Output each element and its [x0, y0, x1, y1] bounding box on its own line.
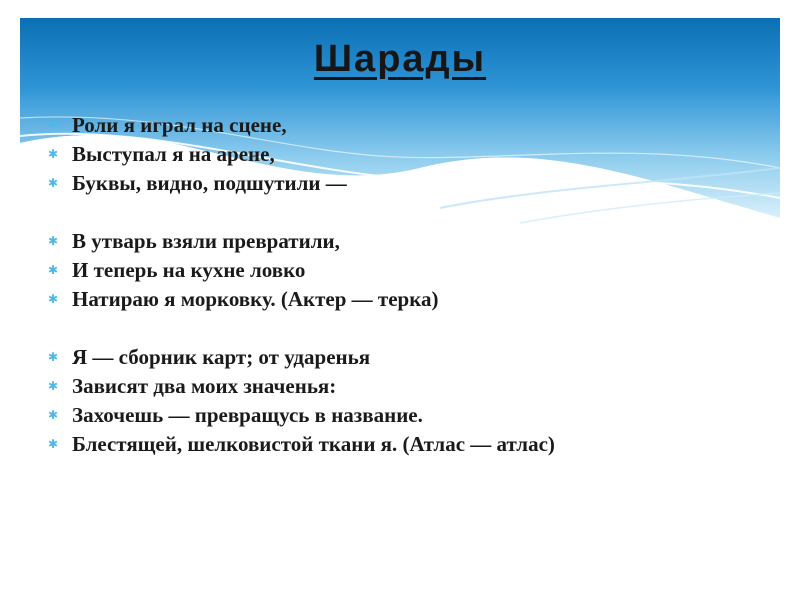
- bullet-line-text: Выступал я на арене,: [72, 142, 275, 166]
- diamond-bullet-icon: ✱: [48, 234, 59, 248]
- bullet-line-text: Я — сборник карт; от ударенья: [72, 345, 371, 369]
- bullet-line-text: В утварь взяли превратили,: [72, 229, 340, 253]
- diamond-bullet-icon: ✱: [48, 263, 59, 277]
- stanza-gap: [46, 314, 766, 343]
- bullet-line: [46, 372, 766, 401]
- bullet-line: [46, 256, 766, 285]
- bullet-line-text: Зависят два моих значенья:: [72, 374, 337, 398]
- bullet-line-text: Роли я играл на сцене,: [72, 113, 287, 137]
- bullet-line: [46, 169, 766, 198]
- diamond-bullet-icon: ✱: [48, 408, 59, 422]
- diamond-bullet-icon: ✱: [48, 147, 59, 161]
- bullet-line: [46, 111, 766, 140]
- bullet-line: [46, 285, 766, 314]
- bullet-line-text: Натираю я морковку. (Актер — терка): [72, 287, 439, 311]
- bullet-line: [46, 140, 766, 169]
- diamond-bullet-icon: ✱: [48, 350, 59, 364]
- diamond-bullet-icon: ✱: [48, 118, 59, 132]
- diamond-bullet-icon: ✱: [48, 437, 59, 451]
- bullet-line: [46, 227, 766, 256]
- diamond-bullet-icon: ✱: [48, 176, 59, 190]
- slide-title: Шарады: [313, 38, 487, 80]
- bullet-line: [46, 401, 766, 430]
- bullet-list: [46, 111, 766, 459]
- bullet-line-text: И теперь на кухне ловко: [72, 258, 306, 282]
- diamond-bullet-icon: ✱: [48, 379, 59, 393]
- diamond-bullet-icon: ✱: [48, 292, 59, 306]
- bullet-line-text: Буквы, видно, подшутили —: [72, 171, 347, 195]
- bullet-line-text: Блестящей, шелковистой ткани я. (Атлас — атлас): [72, 432, 555, 456]
- bullet-line: [46, 430, 766, 459]
- bullet-line-text: Захочешь — превращусь в название.: [72, 403, 423, 427]
- bullet-line: [46, 343, 766, 372]
- stanza-gap: [46, 198, 766, 227]
